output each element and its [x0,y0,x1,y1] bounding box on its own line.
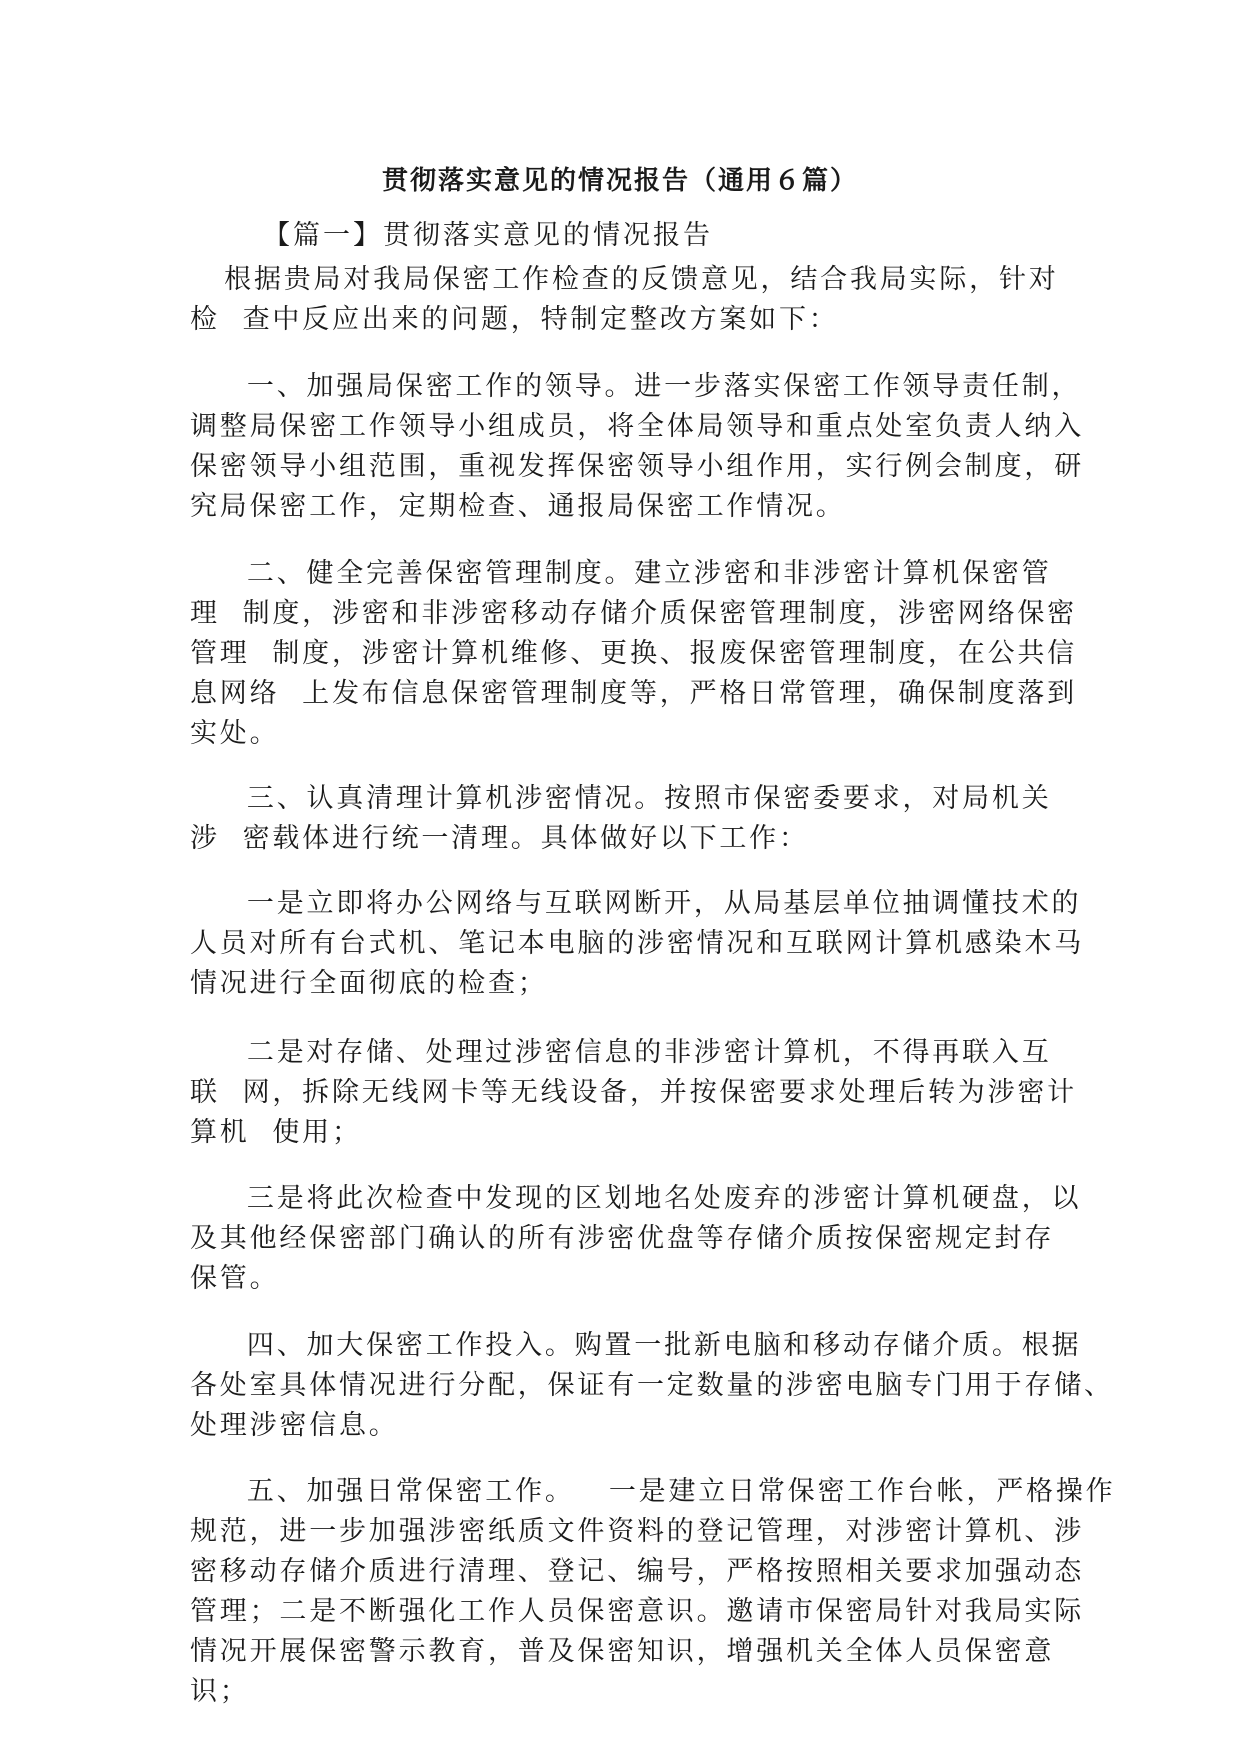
text-line: 人员对所有台式机、笔记本电脑的涉密情况和互联网计算机感染木马 [190,928,1084,959]
text-line: 三是将此次检查中发现的区划地名处废弃的涉密计算机硬盘，以 [190,1183,1082,1214]
text-line: 一是立即将办公网络与互联网断开，从局基层单位抽调懂技术的 [190,888,1082,919]
text-line: 及其他经保密部门确认的所有涉密优盘等存储介质按保密规定封存 [190,1223,1055,1254]
text-line: 理 制度，涉密和非涉密移动存储介质保密管理制度，涉密网络保密 [190,598,1077,629]
text-line: 一、加强局保密工作的领导。进一步落实保密工作领导责任制， [190,371,1082,402]
text-line: 各处室具体情况进行分配，保证有一定数量的涉密电脑专门用于存储、 [190,1370,1114,1401]
text-line: 二是对存储、处理过涉密信息的非涉密计算机，不得再联入互 [190,1037,1052,1068]
text-line: 保密领导小组范围，重视发挥保密领导小组作用，实行例会制度，研 [190,451,1084,482]
text-line: 联 网，拆除无线网卡等无线设备，并按保密要求处理后转为涉密计 [190,1077,1077,1108]
text-line: 究局保密工作，定期检查、通报局保密工作情况。 [190,491,846,522]
text-line: 实处。 [190,718,280,749]
text-line: 算机 使用； [190,1117,362,1148]
text-line: 管理；二是不断强化工作人员保密意识。邀请市保密局针对我局实际 [190,1596,1084,1627]
text-line: 二、健全完善保密管理制度。建立涉密和非涉密计算机保密管 [190,558,1052,589]
text-line: 息网络 上发布信息保密管理制度等，严格日常管理，确保制度落到 [190,678,1077,709]
text-line: 管理 制度，涉密计算机维修、更换、报废保密管理制度，在公共信 [190,638,1077,669]
paragraph-item-4 [190,1326,1114,1446]
text-line: 规范，进一步加强涉密纸质文件资料的登记管理，对涉密计算机、涉 [190,1516,1084,1547]
paragraph-sub-1 [190,884,1084,1004]
paragraph-item-3 [190,779,1070,859]
text-line: 检 查中反应出来的问题，特制定整改方案如下： [190,304,839,335]
text-line: 识； [190,1676,250,1707]
text-line: 调整局保密工作领导小组成员，将全体局领导和重点处室负责人纳入 [190,411,1084,442]
text-line: 四、加大保密工作投入。购置一批新电脑和移动存储介质。根据 [190,1330,1082,1361]
paragraph-intro [190,260,1070,340]
text-line: 三、认真清理计算机涉密情况。按照市保密委要求，对局机关 [190,783,1052,814]
paragraph-sub-2 [190,1033,1077,1153]
text-line: 处理涉密信息。 [190,1410,399,1441]
paragraph-item-5 [190,1472,1116,1712]
text-line: 五、加强日常保密工作。 一是建立日常保密工作台帐，严格操作 [190,1476,1116,1507]
paragraph-item-1 [190,367,1084,527]
text-line: 情况进行全面彻底的检查； [190,968,548,999]
paragraph-item-2 [190,554,1077,754]
text-line: 情况开展保密警示教育，普及保密知识，增强机关全体人员保密意 [190,1636,1055,1667]
paragraph-sub-3 [190,1179,1082,1299]
text-line: 保管。 [190,1263,280,1294]
section-heading: 【篇一】贯彻落实意见的情况报告 [263,220,713,251]
text-line: 涉 密载体进行统一清理。具体做好以下工作： [190,823,809,854]
text-line: 根据贵局对我局保密工作检查的反馈意见，结合我局实际，针对 [190,264,1059,295]
document-title: 贯彻落实意见的情况报告（通用６篇） [381,166,858,196]
text-line: 密移动存储介质进行清理、登记、编号，严格按照相关要求加强动态 [190,1556,1084,1587]
